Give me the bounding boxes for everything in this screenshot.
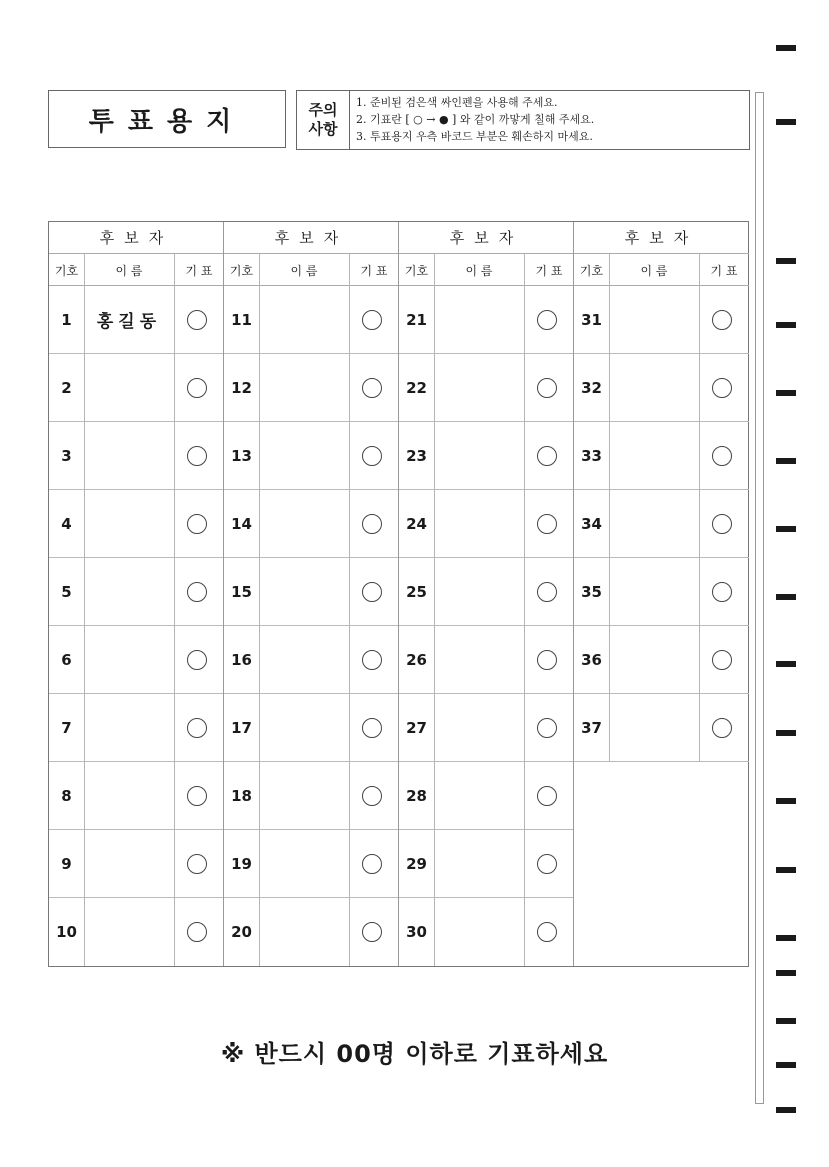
timing-mark: [776, 867, 796, 873]
candidate-number: 2: [61, 378, 72, 397]
timing-mark: [776, 798, 796, 804]
cell-divider: [434, 254, 435, 966]
candidate-row: [399, 898, 574, 966]
column-subheader: [49, 254, 224, 286]
vote-mark-circle[interactable]: [362, 446, 382, 466]
mark-header: 기 표: [535, 263, 563, 278]
candidate-name: [434, 354, 524, 421]
vote-mark-circle[interactable]: [362, 514, 382, 534]
name-header: 이 름: [465, 263, 493, 278]
vote-mark-circle[interactable]: [187, 310, 207, 330]
mark-header: 기 표: [185, 263, 213, 278]
candidate-number: 11: [231, 310, 252, 329]
candidate-row: [574, 354, 749, 422]
candidate-row: [49, 286, 224, 354]
candidate-name: [434, 898, 524, 965]
timing-mark: [776, 258, 796, 264]
candidate-number: 37: [581, 718, 602, 737]
candidate-row: [574, 626, 749, 694]
candidate-number: 14: [231, 514, 252, 533]
timing-mark: [776, 1062, 796, 1068]
candidate-row: [399, 762, 574, 830]
notice-label: [297, 91, 350, 149]
vote-mark-circle[interactable]: [362, 378, 382, 398]
candidate-row: [399, 558, 574, 626]
candidate-row: [574, 490, 749, 558]
candidate-row: [224, 558, 399, 626]
notice-line-1: 1. 준비된 검은색 싸인펜을 사용해 주세요.: [356, 96, 558, 109]
candidate-name: [259, 626, 349, 693]
timing-mark: [776, 322, 796, 328]
candidate-number: 20: [231, 922, 252, 941]
timing-mark: [776, 1018, 796, 1024]
candidate-name: [259, 830, 349, 897]
timing-mark: [776, 390, 796, 396]
candidate-header: 후보자: [49, 222, 224, 254]
candidate-number: 22: [406, 378, 427, 397]
candidate-name: [609, 558, 699, 625]
vote-mark-circle[interactable]: [537, 650, 557, 670]
candidate-name: [259, 762, 349, 829]
candidate-number: 21: [406, 310, 427, 329]
candidate-name: [434, 830, 524, 897]
candidate-name: [259, 354, 349, 421]
candidate-number: 25: [406, 582, 427, 601]
candidate-number: 36: [581, 650, 602, 669]
candidate-column-2: [224, 222, 399, 966]
column-subheader: [224, 254, 399, 286]
cell-divider: [174, 254, 175, 966]
candidate-name: 홍길동: [96, 312, 162, 332]
number-header: 기호: [229, 263, 254, 278]
vote-mark-circle[interactable]: [537, 582, 557, 602]
candidate-row: [399, 694, 574, 762]
candidate-name: [84, 830, 174, 897]
number-header: 기호: [54, 263, 79, 278]
candidate-number: 33: [581, 446, 602, 465]
candidate-name: [609, 626, 699, 693]
vote-mark-circle[interactable]: [187, 446, 207, 466]
candidate-row: [49, 490, 224, 558]
candidate-name: [434, 286, 524, 353]
candidate-column-4: [574, 222, 749, 966]
candidate-name: [609, 422, 699, 489]
number-header: 기호: [579, 263, 604, 278]
candidate-row: [399, 490, 574, 558]
candidate-header: 후보자: [399, 222, 574, 254]
candidate-row: [49, 422, 224, 490]
notice-label-line1: 주의: [308, 101, 338, 119]
ballot-table: [48, 221, 749, 967]
vote-mark-circle[interactable]: [537, 718, 557, 738]
candidate-name: [84, 354, 174, 421]
candidate-number: 27: [406, 718, 427, 737]
timing-mark: [776, 970, 796, 976]
vote-mark-circle[interactable]: [712, 378, 732, 398]
mark-header: 기 표: [710, 263, 738, 278]
vote-mark-circle[interactable]: [362, 786, 382, 806]
timing-mark: [776, 526, 796, 532]
timing-mark: [776, 119, 796, 125]
column-subheader: [574, 254, 749, 286]
candidate-name: [259, 558, 349, 625]
candidate-number: 10: [56, 922, 77, 941]
notice-line-2: 2. 기표란 [ ○ → ● ] 와 같이 까맣게 칠해 주세요.: [356, 113, 595, 126]
candidate-name: [259, 490, 349, 557]
candidate-row: [49, 898, 224, 966]
vote-mark-circle[interactable]: [712, 718, 732, 738]
candidate-name: [84, 898, 174, 965]
candidate-number: 13: [231, 446, 252, 465]
vote-mark-circle[interactable]: [362, 310, 382, 330]
candidate-row: [224, 354, 399, 422]
vote-mark-circle[interactable]: [712, 514, 732, 534]
vote-mark-circle[interactable]: [362, 650, 382, 670]
candidate-number: 5: [61, 582, 72, 601]
number-header: 기호: [404, 263, 429, 278]
candidate-name: [259, 422, 349, 489]
candidate-row: [224, 762, 399, 830]
candidate-name: [609, 286, 699, 353]
candidate-number: 24: [406, 514, 427, 533]
candidate-number: 32: [581, 378, 602, 397]
candidate-number: 30: [406, 922, 427, 941]
candidate-name: [84, 694, 174, 761]
timing-mark: [776, 935, 796, 941]
candidate-number: 12: [231, 378, 252, 397]
candidate-number: 16: [231, 650, 252, 669]
timing-mark: [776, 661, 796, 667]
candidate-row: [49, 626, 224, 694]
vote-mark-circle[interactable]: [537, 514, 557, 534]
candidate-number: 26: [406, 650, 427, 669]
candidate-name: [434, 694, 524, 761]
candidate-row: [224, 830, 399, 898]
vote-mark-circle[interactable]: [712, 650, 732, 670]
candidate-name: [434, 626, 524, 693]
candidate-name: [434, 558, 524, 625]
vote-mark-circle[interactable]: [537, 310, 557, 330]
candidate-row: [399, 830, 574, 898]
candidate-row: [49, 558, 224, 626]
candidate-row: [49, 762, 224, 830]
candidate-row: [224, 626, 399, 694]
notice-line-3: 3. 투표용지 우측 바코드 부분은 훼손하지 마세요.: [356, 130, 593, 143]
side-barcode-strip: [755, 92, 764, 1104]
candidate-number: 15: [231, 582, 252, 601]
vote-mark-circle[interactable]: [362, 718, 382, 738]
name-header: 이 름: [640, 263, 668, 278]
vote-mark-circle[interactable]: [362, 922, 382, 942]
candidate-name: [84, 558, 174, 625]
vote-mark-circle[interactable]: [187, 582, 207, 602]
candidate-row: [224, 490, 399, 558]
candidate-name: [259, 694, 349, 761]
cell-divider: [609, 254, 610, 762]
candidate-number: 6: [61, 650, 72, 669]
cell-divider: [699, 254, 700, 762]
candidate-number: 35: [581, 582, 602, 601]
candidate-number: 28: [406, 786, 427, 805]
vote-mark-circle[interactable]: [537, 446, 557, 466]
candidate-number: 3: [61, 446, 72, 465]
vote-mark-circle[interactable]: [187, 514, 207, 534]
vote-mark-circle[interactable]: [362, 582, 382, 602]
candidate-name: [434, 762, 524, 829]
candidate-row: [399, 354, 574, 422]
candidate-number: 8: [61, 786, 72, 805]
vote-mark-circle[interactable]: [187, 650, 207, 670]
candidate-row: [224, 422, 399, 490]
candidate-row: [399, 286, 574, 354]
candidate-row: [49, 694, 224, 762]
vote-mark-circle[interactable]: [537, 378, 557, 398]
candidate-number: 17: [231, 718, 252, 737]
candidate-row: [49, 830, 224, 898]
timing-mark: [776, 45, 796, 51]
candidate-number: 7: [61, 718, 72, 737]
candidate-header: 후보자: [574, 222, 749, 254]
candidate-number: 9: [61, 854, 72, 873]
candidate-name: [84, 422, 174, 489]
mark-header: 기 표: [360, 263, 388, 278]
candidate-name: [609, 354, 699, 421]
cell-divider: [84, 254, 85, 966]
vote-mark-circle[interactable]: [537, 922, 557, 942]
candidate-number: 23: [406, 446, 427, 465]
candidate-row: [224, 898, 399, 966]
candidate-column-1: [49, 222, 224, 966]
candidate-column-3: [399, 222, 574, 966]
vote-mark-circle[interactable]: [537, 854, 557, 874]
vote-mark-circle[interactable]: [187, 922, 207, 942]
candidate-number: 34: [581, 514, 602, 533]
candidate-row: [574, 558, 749, 626]
name-header: 이 름: [290, 263, 318, 278]
candidate-name: [84, 626, 174, 693]
candidate-name: [434, 490, 524, 557]
vote-mark-circle[interactable]: [712, 310, 732, 330]
vote-mark-circle[interactable]: [712, 446, 732, 466]
timing-mark: [776, 594, 796, 600]
vote-mark-circle[interactable]: [537, 786, 557, 806]
candidate-name: [259, 898, 349, 965]
notice-box: [296, 90, 750, 150]
column-subheader: [399, 254, 574, 286]
candidate-name: [609, 694, 699, 761]
vote-mark-circle[interactable]: [712, 582, 732, 602]
candidate-name: [609, 490, 699, 557]
candidate-number: 1: [61, 310, 72, 329]
vote-mark-circle[interactable]: [187, 718, 207, 738]
candidate-number: 31: [581, 310, 602, 329]
candidate-header: 후보자: [224, 222, 399, 254]
timing-mark: [776, 730, 796, 736]
candidate-row: [49, 354, 224, 422]
name-header: 이 름: [115, 263, 143, 278]
candidate-row: [224, 286, 399, 354]
candidate-row: [574, 694, 749, 762]
candidate-name: [434, 422, 524, 489]
candidate-row: [224, 694, 399, 762]
candidate-row: [574, 286, 749, 354]
vote-mark-circle[interactable]: [187, 854, 207, 874]
vote-mark-circle[interactable]: [187, 378, 207, 398]
cell-divider: [524, 254, 525, 966]
ballot-title: 투표용지: [48, 90, 286, 148]
notice-label-line2: 사항: [308, 120, 338, 138]
timing-mark: [776, 458, 796, 464]
vote-mark-circle[interactable]: [187, 786, 207, 806]
candidate-row: [399, 422, 574, 490]
candidate-number: 19: [231, 854, 252, 873]
cell-divider: [349, 254, 350, 966]
candidate-number: 18: [231, 786, 252, 805]
candidate-name: [84, 490, 174, 557]
candidate-name: [259, 286, 349, 353]
cell-divider: [259, 254, 260, 966]
candidate-row: [574, 422, 749, 490]
footer-note: ※ 반드시 00명 이하로 기표하세요: [220, 1040, 609, 1068]
vote-mark-circle[interactable]: [362, 854, 382, 874]
timing-mark: [776, 1107, 796, 1113]
candidate-number: 4: [61, 514, 72, 533]
candidate-row: [399, 626, 574, 694]
candidate-name: [84, 762, 174, 829]
candidate-number: 29: [406, 854, 427, 873]
notice-lines: [350, 91, 749, 149]
